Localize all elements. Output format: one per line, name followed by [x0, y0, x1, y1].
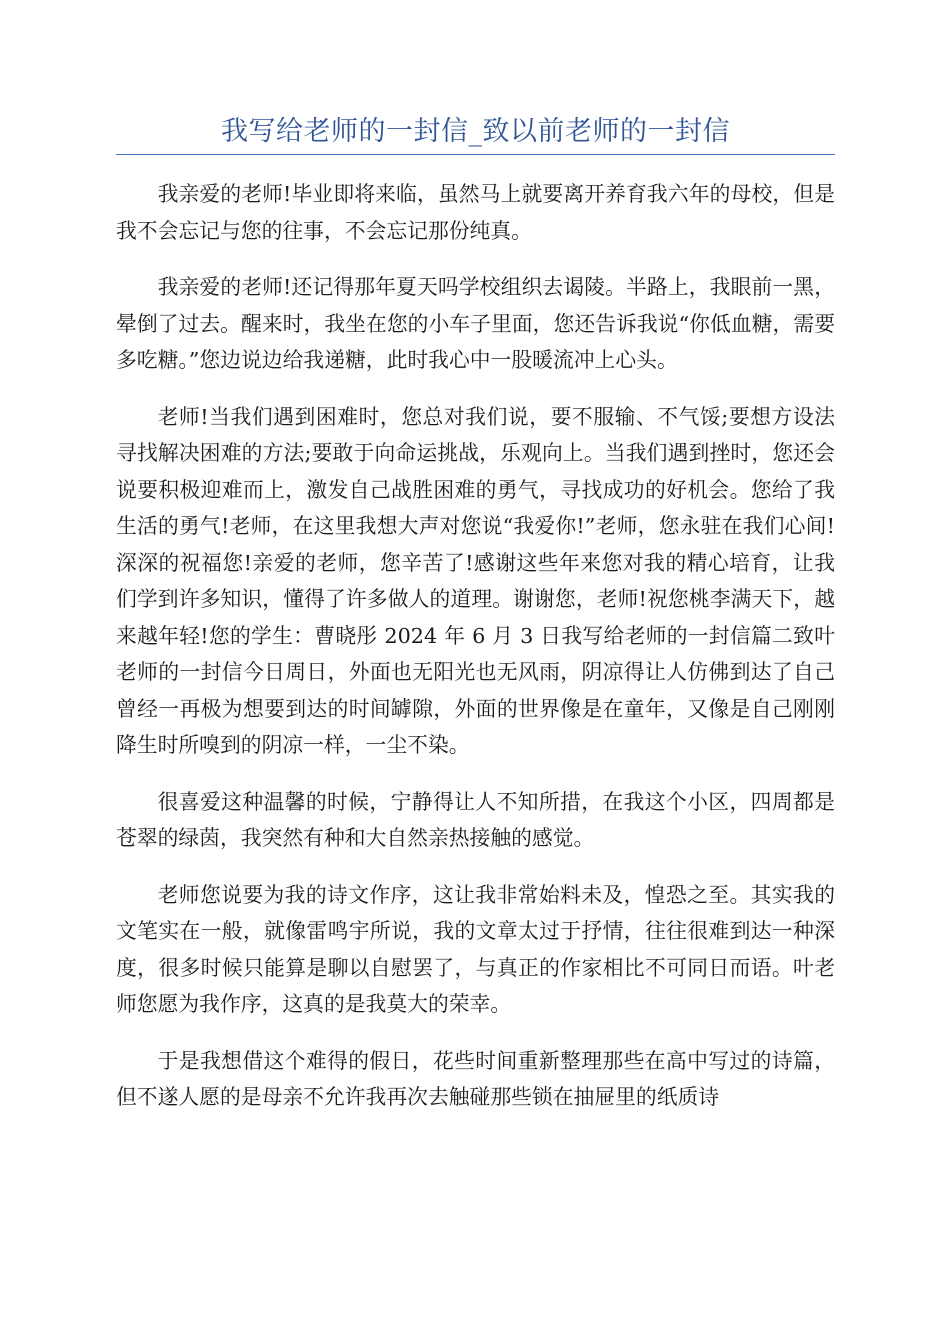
document-title: 我写给老师的一封信_致以前老师的一封信 [221, 116, 730, 147]
document-body [116, 176, 835, 1136]
paragraph-3: 老师!当我们遇到困难时，您总对我们说，要不服输、不气馁;要想方设法寻找解决困难的方法;要敢于向命运挑战，乐观向上。当我们遇到挫时，您还会说要积极迎难而上，激发自己战胜困难的勇气，寻找成功的好机会。您给了我生活的勇气!老师，在这里我想大声对您说“我爱你!”老师，您永驻在我们心间!深深的祝福您!亲爱的老师，您辛苦了!感谢这些年来您对我的精心培育，让我们学到许多知识，懂得了许多做人的道理。谢谢您，老师!祝您桃李满天下，越来越年轻!您的学生：曹晓彤 2024 年 6 月 3 日我写给老师的一封信篇二致叶老师的一封信今日周日，外面也无阳光也无风雨，阴凉得让人仿佛到达了自己曾经一再极为想要到达的时间罅隙，外面的世界像是在童年，又像是自己刚刚降生时所嗅到的阴凉一样，一尘不染。 [116, 404, 835, 757]
title-underline [116, 154, 835, 155]
paragraph-5: 老师您说要为我的诗文作序，这让我非常始料未及，惶恐之至。其实我的文笔实在一般，就像雷鸣宇所说，我的文章太过于抒情，往往很难到达一种深度，很多时候只能算是聊以自慰罢了，与真正的作家相比不可同日而语。叶老师您愿为我作序，这真的是我莫大的荣幸。 [116, 882, 835, 1016]
paragraph-1: 我亲爱的老师!毕业即将来临，虽然马上就要离开养育我六年的母校，但是我不会忘记与您的往事，不会忘记那份纯真。 [116, 182, 835, 243]
paragraph-2: 我亲爱的老师!还记得那年夏天吗学校组织去谒陵。半路上，我眼前一黑，晕倒了过去。醒来时，我坐在您的小车子里面，您还告诉我说“你低血糖，需要多吃糖。”您边说边给我递糖，此时我心中一股暖流冲上心头。 [116, 275, 835, 372]
paragraph-6: 于是我想借这个难得的假日，花些时间重新整理那些在高中写过的诗篇，但不遂人愿的是母亲不允许我再次去触碰那些锁在抽屉里的纸质诗 [116, 1048, 835, 1109]
paragraph-4: 很喜爱这种温馨的时候，宁静得让人不知所措，在我这个小区，四周都是苍翠的绿茵，我突然有种和大自然亲热接触的感觉。 [116, 789, 835, 850]
